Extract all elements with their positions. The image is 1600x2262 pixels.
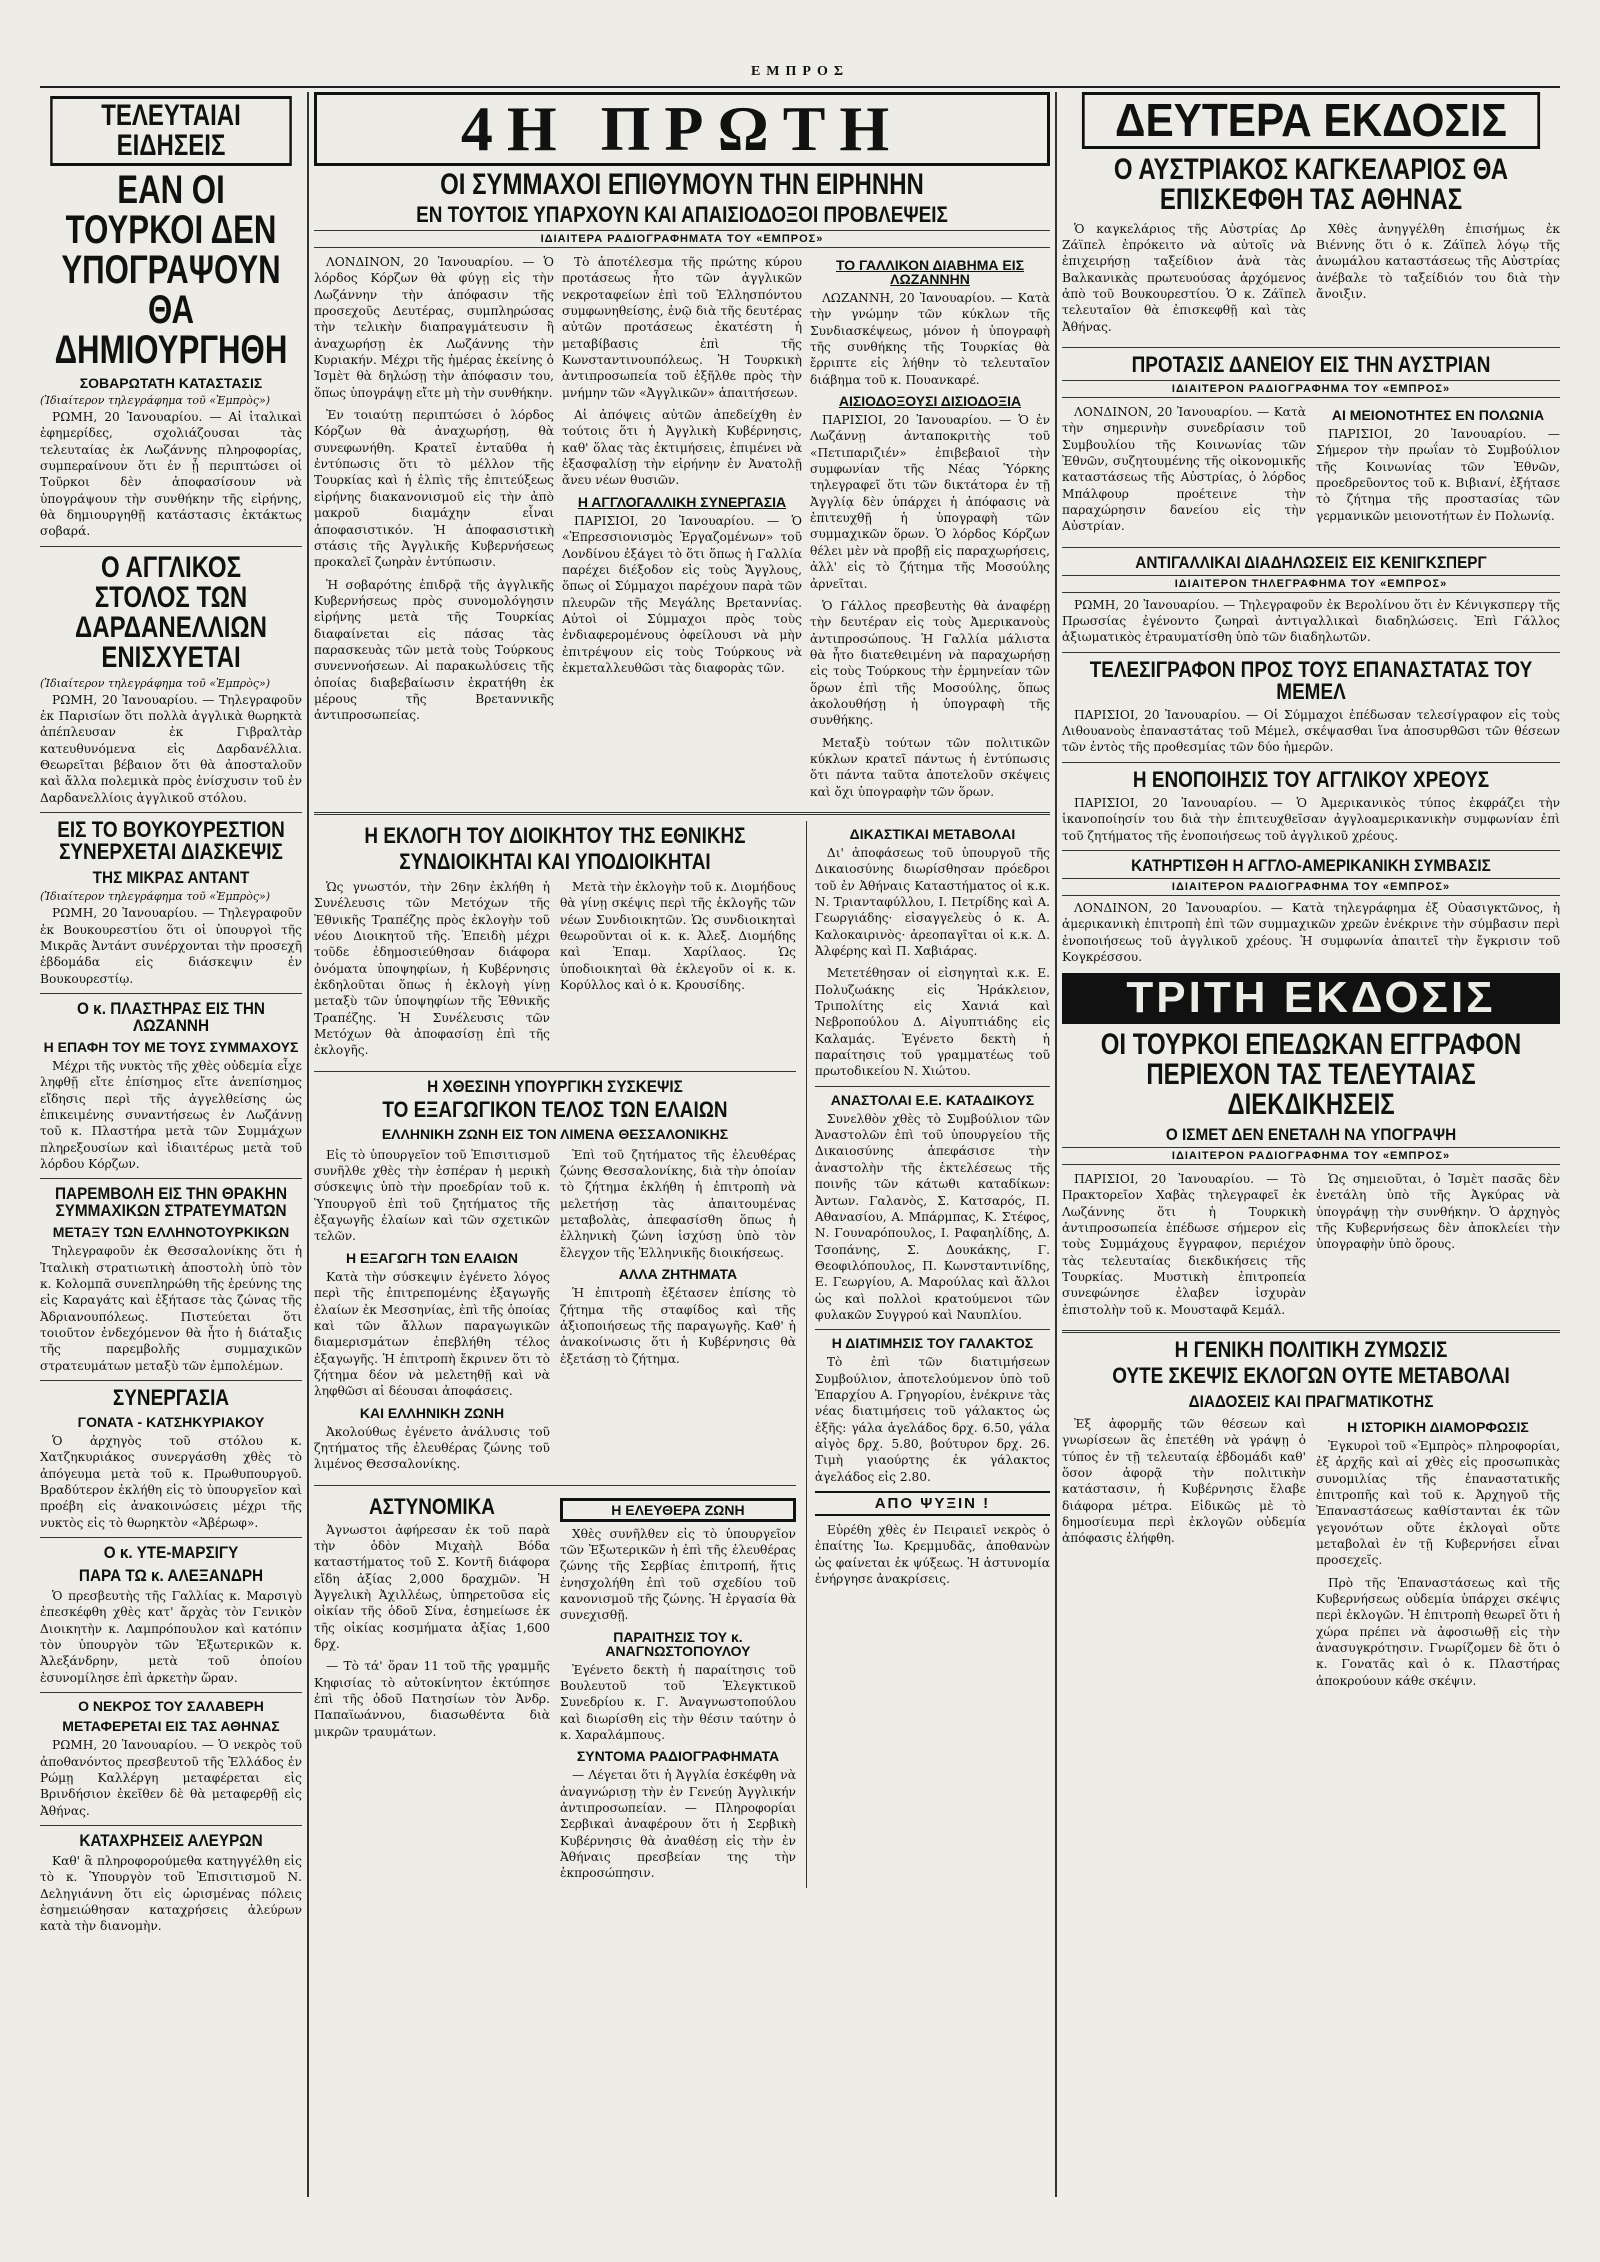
text-column — [1062, 219, 1306, 341]
lead-article-columns — [314, 252, 1050, 806]
article-headline: ΚΑΤΗΡΤΙΣΘΗ Η ΑΓΓΛΟ-ΑΜΕΡΙΚΑΝΙΚΗ ΣΥΜΒΑΣΙΣ — [1131, 855, 1491, 875]
article-headline: ΑΝΑΣΤΟΛΑΙ Ε.Ε. ΚΑΤΑΔΙΚΟΥΣ — [830, 1091, 1035, 1108]
article-headline: Η ΧΘΕΣΙΝΗ ΥΠΟΥΡΓΙΚΗ ΣΥΣΚΕΨΙΣ — [427, 1076, 683, 1096]
text-column — [314, 877, 550, 1065]
article-text: Ἐξ ἀφορμῆς τῶν θέσεων καὶ γνωρίσεων ἃς ἐπετέθη νὰ γράψῃ ὁ τύπος ἐν τῇ τελευταίᾳ ἑβδομάδι καθ' ὅσον ἀφορᾷ τὴν πολιτικὴν κατάστασιν, ἡ Κυβέρνησις ἔλαβε διάφορα μέτρα. Εἰδικῶς μὲ τὸ δημοσίευμα περὶ ἐκλογῶν οὐδεμία ἀπόφασις ἐλήφθη. — [1062, 1416, 1306, 1546]
text-column — [314, 1145, 550, 1479]
column-right — [1062, 92, 1560, 2197]
divider — [815, 1086, 1050, 1087]
lower-center-left — [314, 821, 796, 1888]
article-text: Τηλεγραφοῦν ἐκ Θεσσαλονίκης ὅτι ἡ Ἰταλικὴ στρατιωτικὴ ἀποστολὴ ὑπὸ τὸν κ. Κολομπᾶ συνεπληρώθη τῆς ἐρεύνης της εἰς Καραγάτς καὶ ἐξήτασε τὰς ζώνας τῆς Ἀδριανουπόλεως. Πιστεύεται ὅτι τοιοῦτον ἐνδεχόμενον θὰ ἦτο ἡ διάταξις τῆς παρεμβολῆς συμμαχικῶν στρατευμάτων μεταξὺ τῶν ἐμπολέμων. — [40, 1244, 302, 1373]
article-headline: Ο ΑΥΣΤΡΙΑΚΟΣ ΚΑΓΚΕΛΑΡΙΟΣ ΘΑ ΕΠΙΣΚΕΦΘΗ ΤΑΣ ΑΘΗΝΑΣ — [1113, 152, 1509, 216]
article-subheadline: Ο ΙΣΜΕΤ ΔΕΝ ΕΝΕΤΑΛΗ ΝΑ ΥΠΟΓΡΑΨΗ — [1165, 1124, 1457, 1144]
divider — [1062, 547, 1560, 548]
article-text: ΡΩΜΗ, 20 Ἰανουαρίου. — Αἱ ἰταλικαὶ ἐφημερίδες, σχολιάζουσαι τὰς τελευταίας ἐκ Λωζάννης πληροφορίας, συμπεραίνουν ὅτι ἐν ᾗ περιπτώσει οἱ Τοῦρκοι δὲν ἀποφασίσουν νὰ ὑπογράψουν τὴν συνθήκην τῆς εἰρήνης, θὰ δημιουργηθῇ κατάστασις ἐκτάκτως σοβαρά. — [40, 410, 302, 539]
article-text: ΛΩΖΑΝΝΗ, 20 Ἰανουαρίου. — Κατὰ τὴν γνώμην τῶν κύκλων τῆς Συνδιασκέψεως, μόνον ἡ ὑπογραφὴ τῆς συνθήκης τῆς Τουρκίας θὰ ἔρριπτε εἰς λήθην τὸ τελευταῖον διάβημα τοῦ κ. Πουανκαρέ. — [810, 291, 1050, 387]
article-text: ΡΩΜΗ, 20 Ἰανουαρίου. — Τηλεγραφοῦν ἐκ Παρισίων ὅτι πολλὰ ἀγγλικὰ θωρηκτὰ ἀπέπλευσαν ἐκ Γιβραλτὰρ κατευθυνόμενα εἰς Δαρδανέλλια. Θεωρεῖται βέβαιον ὅτι θὰ ἀποσταλοῦν καὶ ἄλλα πολεμικὰ πρὸς ἐνίσχυσιν τοῦ ἐν Δαρδανελλίοις ἀγγλικοῦ στόλου. — [40, 692, 302, 805]
text-column — [1316, 402, 1560, 541]
text-column — [314, 1492, 550, 1888]
divider — [314, 1485, 796, 1486]
article-headline: ΕΙΣ ΤΟ ΒΟΥΚΟΥΡΕΣΤΙΟΝ ΣΥΝΕΡΧΕΤΑΙ ΔΙΑΣΚΕΨΙΣ — [57, 817, 285, 865]
article-text: ΠΑΡΙΣΙΟΙ, 20 Ἰανουαρίου. — Ὁ ἐν Λωζάννῃ ἀνταποκριτὴς τοῦ «Πετιπαριζιέν» ἐπιβεβαιοῖ τὴν συμφωνίαν τῆς Νέας Ὑόρκης τηλεγραφεῖ ὅτι τῶν δικτάτορα ἐν τῇ Ἀγγλίᾳ δὲν ὑπάρχει ἡ ἀπόφασις νὰ ἐπιτευχθῇ ἡ ὑπογραφὴ τῶν συμμαχικῶν ὅρων. Ὁ λόρδος Κόρζων θέλει μὲν νὰ προβῇ εἰς παραχωρήσεις, ἀλλ' εἰς τὸ ζήτημα τῆς Μοσούλης ἀρνεῖται. — [810, 413, 1050, 591]
article-text: Μέχρι τῆς νυκτὸς τῆς χθὲς οὐδεμία εἶχε ληφθῇ εἴτε ἐπίσημος εἴτε ἀνεπίσημος εἴδησις περὶ τῆς ἀγγελθείσης ὡς ἐπικειμένης συναντήσεως ἐν Λωζάννῃ τοῦ κ. Πλαστήρα μετὰ τῶν Συμμάχων πληρεξουσίων καὶ ἰδιαιτέρως μετὰ τοῦ λόρδου Κόρζων. — [40, 1058, 302, 1171]
divider — [40, 1825, 302, 1826]
section-heading: Η ΑΓΓΛΟΓΑΛΛΙΚΗ ΣΥΝΕΡΓΑΣΙΑ — [577, 493, 787, 510]
article-text: ΛΟΝΔΙΝΟΝ, 20 Ἰανουαρίου. — Κατὰ τηλεγράφημα ἐξ Οὐασιγκτῶνος, ἡ ἀμερικανικὴ ἐπιτροπὴ ἐπὶ τῶν συμμαχικῶν χρεῶν ἐνέκρινε τὴν σύμβασιν περὶ ἐνοποιήσεως τοῦ ἀγγλικοῦ χρέους. Ἡ συμφωνία ἀπαιτεῖ τὴν ἔγκρισιν τοῦ Κογκρέσσου. — [1062, 900, 1560, 964]
article-text: ΠΑΡΙΣΙΟΙ, 20 Ἰανουαρίου. — Σήμερον τὴν πρωΐαν τὸ Συμβούλιον τῆς Κοινωνίας τῶν Ἐθνῶν, προεδρεῦοντος τοῦ κ. Βιβιανί, ἐξήτασε τὸ ζήτημα τῆς προστασίας τῶν γερμανικῶν μειονοτήτων ἐν Πολωνίᾳ. — [1316, 427, 1560, 523]
masthead-rule — [40, 86, 1560, 88]
section-heading: Η ΕΞΑΓΩΓΗ ΤΩΝ ΕΛΑΙΩΝ — [345, 1249, 518, 1266]
lead-headline: ΟΙ ΣΥΜΜΑΧΟΙ ΕΠΙΘΥΜΟΥΝ ΤΗΝ ΕΙΡΗΝΗΝ — [440, 168, 924, 201]
edition-banner: 4Η ΠΡΩΤΗ — [314, 92, 1050, 166]
divider — [314, 812, 1050, 815]
article-text: Ὁ καγκελάριος τῆς Αὐστρίας Δρ Ζάϊπελ ἐπρόκειτο νὰ αὐτοῖς νὰ ἐπιχειρήσῃ ταξείδιον ἀνὰ τὰς Βαλκανικὰς πρωτευούσας ἀρχόμενος ἀπὸ τοῦ Βουκουρεστίου. Ὁ κ. Ζάϊπελ τελευταῖον θὰ ἐπισκεφθῇ καὶ τὰς Ἀθήνας. — [1062, 221, 1306, 334]
article-text: ΡΩΜΗ, 20 Ἰανουαρίου. — Τηλεγραφοῦν ἐκ Βουκουρεστίου ὅτι οἱ ὑπουργοὶ τῆς Μικρᾶς Ἀντάντ συνέρχονται τὴν προσεχῆ ἑβδομάδα εἰς διάσκεψιν ἐν Βουκουρεστίῳ. — [40, 906, 302, 986]
article-subheadline: ΜΕΤΑΦΕΡΕΤΑΙ ΕΙΣ ΤΑΣ ΑΘΗΝΑΣ — [62, 1718, 280, 1735]
article-text: Μεταξὺ τούτων τῶν πολιτικῶν κύκλων κρατεῖ πάντως ἡ ἐντύπωσις ὅτι πάντα ταῦτα ἀποτελοῦν σκέψεις καὶ ὄχι ὑπογραφὴν τῶν ὅρων. — [810, 735, 1050, 799]
article-text: Δι' ἀποφάσεως τοῦ ὑπουργοῦ τῆς Δικαιοσύνης διωρίσθησαν πρόεδροι τοῦ ἐν Ἀθήναις Καταστήματος οἱ κ.κ. Ν. Τριανταφύλλου, Ι. Πετρίδης καὶ Α. Γεωργιάδης· εἰσαγγελεὺς ὁ κ. Α. Καλοκαιρινὸς· ἀρεοπαγῖται οἱ κ.κ. Δ. Ἀλφέρης καὶ Π. Χαβιάρας. — [814, 845, 1050, 959]
article-byline: ΙΔΙΑΙΤΕΡΟΝ ΡΑΔΙΟΓΡΑΦΗΜΑ ΤΟΥ «ΕΜΠΡΟΣ» — [1062, 380, 1560, 398]
lead-byline: ΙΔΙΑΙΤΕΡΑ ΡΑΔΙΟΓΡΑΦΗΜΑΤΑ ΤΟΥ «ΕΜΠΡΟΣ» — [314, 230, 1050, 248]
article-byline: ΙΔΙΑΙΤΕΡΟΝ ΤΗΛΕΓΡΑΦΗΜΑ ΤΟΥ «ΕΜΠΡΟΣ» — [1062, 575, 1560, 593]
article-headline: Η ΕΛΕΥΘΕΡΑ ΖΩΝΗ — [560, 1498, 796, 1522]
article-text: ΛΟΝΔΙΝΟΝ, 20 Ἰανουαρίου. — Κατὰ τὴν σημερινὴν συνεδρίασιν τοῦ Συμβουλίου τῆς Κοινωνίας τῶν Ἐθνῶν, συζητουμένης τῆς οἰκονομικῆς καταστάσεως τῆς Αὐστρίας, ὁ λόρδος Μπάλφουρ προέτεινε τὴν παραχώρησιν δανείου εἰς τὴν Αὐστρίαν. — [1062, 405, 1306, 534]
article-headline: ΑΠΟ ΨΥΞΙΝ ! — [815, 1491, 1050, 1516]
article-headline: Η ΕΝΟΠΟΙΗΣΙΣ ΤΟΥ ΑΓΓΛΙΚΟΥ ΧΡΕΟΥΣ — [1132, 766, 1490, 792]
text-column — [560, 1492, 796, 1888]
article-text: Ἀκολούθως ἐγένετο ἀνάλυσις τοῦ ζητήματος τῆς ἐλευθέρας ζώνης τοῦ λιμένος Θεσσαλονίκης. — [314, 1424, 550, 1472]
article-headline: Ο κ. ΠΛΑΣΤΗΡΑΣ ΕΙΣ ΤΗΝ ΛΩΖΑΝΝΗ — [77, 998, 265, 1035]
article-headline: ΠΑΡΑΙΤΗΣΙΣ ΤΟΥ κ. ΑΝΑΓΝΩΣΤΟΠΟΥΛΟΥ — [605, 1628, 751, 1659]
text-column — [1062, 402, 1306, 541]
third-edition-banner: ΤΡΙΤΗ ΕΚΔΟΣΙΣ — [1062, 973, 1560, 1024]
divider — [1062, 652, 1560, 653]
article-subheadline: ΓΟΝΑΤΑ - ΚΑΤΣΗΚΥΡΙΑΚΟΥ — [77, 1414, 265, 1431]
column-left — [40, 92, 302, 2197]
section-heading: ΑΛΛΑ ΖΗΤΗΜΑΤΑ — [618, 1266, 738, 1283]
divider — [40, 993, 302, 994]
divider — [40, 1178, 302, 1179]
lead-column-3 — [810, 252, 1050, 806]
section-heading: ΤΟ ΓΑΛΛΙΚΟΝ ΔΙΑΒΗΜΑ ΕΙΣ ΛΩΖΑΝΝΗΝ — [835, 257, 1025, 287]
text-column — [1316, 1169, 1560, 1324]
article-subheadline: ΠΑΡΑ ΤΩ κ. ΑΛΕΞΑΝΔΡΗ — [78, 1566, 264, 1586]
article-headline: ΔΙΚΑΣΤΙΚΑΙ ΜΕΤΑΒΟΛΑΙ — [849, 825, 1016, 842]
article-headline: ΑΣΤΥΝΟΜΙΚΑ — [369, 1493, 495, 1519]
text-column — [560, 877, 796, 1065]
text-column — [1062, 1414, 1306, 1695]
article-headline: ΚΑΤΑΧΡΗΣΕΙΣ ΑΛΕΥΡΩΝ — [79, 1830, 263, 1850]
article-text: ΡΩΜΗ, 20 Ἰανουαρίου. — Τηλεγραφοῦν ἐκ Βερολίνου ὅτι ἐν Κένιγκσπεργ τῆς Πρωσσίας ἐγένοντο ζωηραὶ ἀντιγαλλικαὶ διαδηλώσεις. Ἐπὶ Γάλλος ἀξιωματικὸς ἐτραυματίσθη ὑπὸ τῶν διαδηλωτῶν. — [1062, 597, 1560, 645]
article-text: Εὑρέθη χθὲς ἐν Πειραιεῖ νεκρὸς ὁ ἐπαίτης Ἰω. Κρεμμυδᾶς, ἀποθανὼν ὡς φαίνεται ἐκ ψύξεως. Ἡ ἀστυνομία ἐνήργησε ἀνακρίσεις. — [814, 1523, 1050, 1587]
column-rule — [307, 92, 309, 2197]
article-headline: Η ΔΙΑΤΙΜΗΣΙΣ ΤΟΥ ΓΑΛΑΚΤΟΣ — [831, 1335, 1034, 1352]
article-text: Ἀγνωστοι ἀφήρεσαν ἐκ τοῦ παρὰ τὴν ὁδὸν Μιχαὴλ Βόδα καταστήματος τοῦ Σ. Κοντῆ διάφορα εἴδη ἀξίας 2,000 δραχμῶν. Ἡ Ἀγγελικὴ Ἀχιλλέως, ὑπηρετοῦσα εἰς οἰκίαν τῆς ὁδοῦ Σίνα, ἐσημείωσε ἐκ τῆς οἰκίας κοσμήματα ἀξίας 1,600 δρχ. — [314, 1522, 550, 1651]
article-text: Χθὲς συνῆλθεν εἰς τὸ ὑπουργεῖον τῶν Ἐξωτερικῶν ἡ ἐπὶ τῆς ἐλευθέρας ζώνης τῆς Σερβίας ἐπιτροπή, ἥτις ἐνησχολήθη ἐπὶ τοῦ σχεδίου τοῦ κανονισμοῦ τῆς ζώνης. Ἡ ἐργασία θὰ συνεχισθῇ. — [559, 1526, 796, 1623]
article-headline: ΣΥΝΕΡΓΑΣΙΑ — [112, 1385, 230, 1411]
divider — [40, 1380, 302, 1381]
article-columns — [1062, 1169, 1560, 1324]
article-text: ΠΑΡΙΣΙΟΙ, 20 Ἰανουαρίου. — Οἱ Σύμμαχοι ἐπέδωσαν τελεσίγραφον εἰς τοὺς Λιθουανοὺς ἐπαναστάτας τοῦ Μέμελ, σκέψασθαι ἵνα ἀποσυρθῶσι τῶν θέσεων τῶν ἐντὸς τῆς προθεσμίας τῶν δύο ἡμερῶν. — [1062, 707, 1560, 755]
divider — [815, 1329, 1050, 1330]
section-heading: ΚΑΙ ΕΛΛΗΝΙΚΗ ΖΩΝΗ — [359, 1404, 505, 1421]
article-columns — [314, 877, 796, 1065]
text-column — [1062, 1169, 1306, 1324]
lead-subheadline: ΕΝ ΤΟΥΤΟΙΣ ΥΠΑΡΧΟΥΝ ΚΑΙ ΑΠΑΙΣΙΟΔΟΞΟΙ ΠΡΟΒΛΕΨΕΙΣ — [416, 202, 948, 227]
divider — [314, 1071, 796, 1072]
article-text: — Τὸ τά' ὅραν 11 τοῦ τῆς γραμμῆς Κηφισίας τὸ αὐτοκίνητον ἐκτύπησε ἐπὶ τῆς ὁδοῦ Πατησίων τὸν Ἀνδρ. Παπαϊωάννου, διασωθέντα διὰ μικρῶν τραυμάτων. — [314, 1659, 550, 1739]
article-text: Ὁ πρεσβευτὴς τῆς Γαλλίας κ. Μαρσιγὺ ἐπεσκέφθη χθὲς κατ' ἄρχὰς τὸν Γενικὸν Διοικητὴν κ. Λαμπρόπουλον καὶ κατόπιν τὸν ὑπουργὸν τῶν Ἐξωτερικῶν κ. Ἀλεξάνδρην, μετὰ τοῦ ὁποίου ἐσυνομίλησε ἐπὶ ἀρκετὴν ὥραν. — [40, 1589, 302, 1685]
article-headline: ΤΕΛΕΣΙΓΡΑΦΟΝ ΠΡΟΣ ΤΟΥΣ ΕΠΑΝΑΣΤΑΤΑΣ ΤΟΥ ΜΕΜΕΛ — [1089, 656, 1533, 704]
article-text: Αἱ ἀπόψεις αὐτῶν ἀπεδείχθη ἐν τούτοις ὅτι ἡ Ἀγγλικὴ Κυβέρνησις, καθ' ὅλας τὰς ἐκτιμήσεις, ἐπιμένει νὰ ἐξασφαλίσῃ τὴν εἰρήνην ἐν Ἀνατολῇ ἄνευ νέων θυσιῶν. — [562, 408, 802, 488]
article-subheadline: ΣΥΝΔΙΟΙΚΗΤΑΙ ΚΑΙ ΥΠΟΔΙΟΙΚΗΤΑΙ — [399, 848, 711, 874]
article-text: Καθ' ἃ πληροφορούμεθα κατηγγέλθη εἰς τὸ κ. Ὑπουργὸν τοῦ Ἐπισιτισμοῦ Ν. Δεληγιάννη ὅτι εἰς ὡρισμένας πόλεις ἐσημειώθησαν καταχρήσεις ἀλεύρων κατὰ τὴν διανομὴν. — [40, 1853, 302, 1934]
lower-center-right — [806, 821, 1050, 1888]
divider — [1062, 1330, 1560, 1333]
article-text: Συνελθὸν χθὲς τὸ Συμβούλιον τῶν Ἀναστολῶν ἐπὶ τοῦ ὑπουργείου τῆς Δικαιοσύνης ἀπεφάσισε τὴν ἀναστολὴν τῆς ἐκτελέσεως τῆς ποινῆς τῶν κάτωθι καταδίκων: Ἀντων. Γαλανὸς, Σ. Κατσαρός, Π. Αθανασίου, Α. Μπάρμπας, Κ. Στέφος, Ν. Γουναρόπουλος, Ι. Ραφαηλίδης, Δ. Τσοπάνης, Σ. Δουκάκης, Γ. Θεοφιλόπουλος, Π. Κωνσταντινίδης, Ε. Γεωργίου, Α. Μαρούλας καὶ ἄλλοι ὡς καὶ πολλοὶ κρατούμενοι τῶν φυλακῶν Συγγρού καὶ Ναυπλίου. — [814, 1111, 1050, 1322]
lower-center — [314, 821, 1050, 1888]
article-headline: ΕΑΝ ΟΙ ΤΟΥΡΚΟΙ ΔΕΝ ΥΠΟΓΡΑΨΟΥΝ ΘΑ ΔΗΜΙΟΥΡΓΗΘΗ — [54, 168, 288, 372]
article-text: Τὸ ἐπὶ τῶν διατιμήσεων Συμβούλιον, ἀποτελούμενον ὑπὸ τοῦ Ἐπαρχίου Α. Γρηγορίου, ἐνέκρινε τὰς νέας διατιμήσεις τοῦ γάλακτος ὡς ἑξῆς: γάλα ἀγελάδος δρχ. 6.50, γάλα αἰγὸς δρχ. 5.80, βούτυρον δρχ. 26. Τιμὴ γιαούρτης ἐκ γάλακτος ἀγελάδος εἰς 2.80. — [814, 1355, 1050, 1484]
column-center — [314, 92, 1050, 2197]
article-headline: Η ΓΕΝΙΚΗ ΠΟΛΙΤΙΚΗ ΖΥΜΩΣΙΣ — [1174, 1336, 1448, 1362]
divider — [40, 546, 302, 547]
article-text: Ἐγκυροὶ τοῦ «Ἐμπρὸς» πληροφορίαι, ἐξ ἀρχῆς καὶ αἱ χθὲς εἰς προσωπικὰς συνομιλίας τῆς ἐπαναστατικῆς ἐπιτροπῆς καὶ τοῦ κ. Ἀρχηγοῦ τῆς Ἐπαναστάσεως καθίστανται ἐκ τῶν γεγονότων οὔτε ἐκλογαὶ οὔτε μεταβολαὶ ἐν τῇ Κυβερνήσει εἶναι προσεχεῖς. — [1316, 1438, 1560, 1568]
text-column — [1316, 1414, 1560, 1695]
text-column — [1316, 219, 1560, 341]
divider — [1062, 762, 1560, 763]
article-columns — [314, 1145, 796, 1479]
article-headline: ΠΑΡΕΜΒΟΛΗ ΕΙΣ ΤΗΝ ΘΡΑΚΗΝ ΣΥΜΜΑΧΙΚΩΝ ΣΤΡΑΤΕΥΜΑΤΩΝ — [54, 1184, 288, 1221]
article-text: ΠΑΡΙΣΙΟΙ, 20 Ἰανουαρίου. — Τὸ Πρακτορεῖον Χαβὰς τηλεγραφεῖ ἐκ Λωζάννης ὅτι ἡ Τουρκικὴ ἀντιπροσωπεία ἐπέδωσε σήμερον εἰς τοὺς Συμμάχους ἔγγραφον, περιέχον τὰς τελευταίας διεκδικήσεις τῆς Τουρκίας. Μυστικὴ ἐπιτροπεία συνεφώνησε ἐλαβεν ἰσχυρὰν ἐπιστολὴν τοῦ κ. Μουσταφᾶ Κεμάλ. — [1062, 1171, 1306, 1317]
divider — [1062, 347, 1560, 348]
article-text: Εἰς τὸ ὑπουργεῖον τοῦ Ἐπισιτισμοῦ συνῆλθε χθὲς τὴν ἑσπέραν ἡ μερικὴ σύσκεψις ὑπὸ τὴν προεδρίαν τοῦ κ. Ὑπουργοῦ ἐπὶ τοῦ ζητήματος τῆς ἐξαγωγῆς ἐλαίων καὶ τῶν σχετικῶν τελῶν. — [314, 1147, 550, 1244]
article-subheadline: Η ΕΠΑΦΗ ΤΟΥ ΜΕ ΤΟΥΣ ΣΥΜΜΑΧΟΥΣ — [43, 1038, 299, 1055]
article-subheadline: ΜΕΤΑΞΥ ΤΩΝ ΕΛΛΗΝΟΤΟΥΡΚΙΚΩΝ — [52, 1224, 290, 1241]
article-columns — [1062, 1414, 1560, 1695]
article-text: ΛΟΝΔΙΝΟΝ, 20 Ἰανουαρίου. — Ὁ λόρδος Κόρζων θὰ φύγῃ εἰς τὴν Λωζάννην τὴν ἀπόφασιν τῆς προσεχοῦς Δευτέρας, συμπληρώσας τὴν τελικὴν διαπραγμάτευσιν ἢ ἀναχωρήσῃ ἐκ Λωζάννης τὴν Κυριακήν. Μέχρι τῆς ἡμέρας ἐκείνης ὁ Ἰσμὲτ θὰ δηλώσῃ τὴν ἀπόφασιν του, ὅπως ὑπογράψῃ εἴτε μὴ τὴν συνθήκην. — [314, 255, 554, 400]
divider — [1062, 850, 1560, 851]
article-text: — Λέγεται ὅτι ἡ Ἀγγλία ἐσκέφθη νὰ ἀναγνώρισῃ τὴν ἐν Γενεύῃ Ἀγγλικήν ἀντιπροσωπείαν. — Πληροφορίαι Σερβικαὶ ἀναφέρουν ὅτι ἡ Σερβικὴ Κυβέρνησις θὰ ἀναθέσῃ εἰς τὴν ἐν Ἀθήναις πρεσβείαν της τὴν ἐκπροσώπησιν. — [559, 1768, 796, 1881]
article-source: (Ἰδιαίτερον τηλεγράφημα τοῦ «Ἐμπρὸς») — [40, 890, 271, 904]
article-text: Πρὸ τῆς Ἐπαναστάσεως καὶ τῆς Κυβερνήσεως οὐδεμία ὑπάρχει σκέψις περὶ ἐκλογῶν. Ἡ ἐπιτροπὴ θεωρεῖ ὅτι ἡ χώρα πρέπει νὰ ἀφοσιωθῇ εἰς τὴν ἀνασυγκρότησιν. Γνωρίζομεν δὲ ὅτι ὁ κ. Γονατᾶς καὶ ὁ κ. Πλαστήρας ἀποκρούουν κάθε σκέψιν. — [1316, 1575, 1560, 1688]
column-rule — [1055, 92, 1057, 2197]
article-subheadline: ΕΛΛΗΝΙΚΗ ΖΩΝΗ ΕΙΣ ΤΟΝ ΛΙΜΕΝΑ ΘΕΣΣΑΛΟΝΙΚΗΣ — [381, 1125, 729, 1142]
article-text: Ὡς γνωστόν, τὴν 26ην ἐκλήθη ἡ Συνέλευσις τῶν Μετόχων τῆς Ἐθνικῆς Τραπέζης πρὸς ἐκλογὴν τοῦ νέου Διοικητοῦ τῆς. Ἐπειδὴ μέχρι τοῦδε ἐδημοσιεύθησαν διάφορα ὀνόματα ὑποψηφίων, ἡ Κυβέρνησις ἐκδηλοῦται ὅπως ἡ ἐκλογὴ γίνῃ μεταξὺ τῶν ὑποψηφίων τῆς Ἐθνικῆς Τραπέζης. Ἡ Συνέλευσις τῶν Μετόχων θὰ ἀποφασίσῃ ἐπὶ τῆς ἐκλογῆς. — [314, 879, 550, 1058]
section-heading: Η ΙΣΤΟΡΙΚΗ ΔΙΑΜΟΡΦΩΣΙΣ — [1347, 1418, 1529, 1435]
divider — [40, 812, 302, 813]
lead-column-1 — [314, 252, 554, 806]
article-byline: ΙΔΙΑΙΤΕΡΟΝ ΡΑΔΙΟΓΡΑΦΗΜΑ ΤΟΥ «ΕΜΠΡΟΣ» — [1062, 1147, 1560, 1165]
article-text: Μετετέθησαν οἱ εἰσηγηταὶ κ.κ. Ε. Πολυζωάκης εἰς Ἡράκλειον, Τριπολίτης εἰς Χανιά καὶ Νεβροπούλου Δ. Αἰγυπτιάδης εἰς Καλαμάς. Ἐγένετο δεκτὴ ἡ παραίτησις τοῦ γραμματέως τοῦ πρωτοδικείου Ν. Χιώτου. — [814, 966, 1050, 1079]
lead-column-2 — [562, 252, 802, 806]
article-text: ΠΑΡΙΣΙΟΙ, 20 Ἰανουαρίου. — Ὁ «Ἐπρεσσιονισμὸς Ἐργαζομένων» τοῦ Λονδίνου ἐξάγει τὸ ὅτι ὅπως ἡ Γαλλία παρέχει διέξοδον εἰς τοὺς Ἄγγλους, ὅπως οἱ Σύμμαχοι παρέχουν παρὰ τῶν πλευρῶν τῆς Μεγάλης Βρεταννίας. Αὐτοὶ οἱ Σύμμαχοι πρὸς τοὺς ἐνδιαφερομένους ὀφείλουσι νὰ μὴν ἐπιτρέψουν εἰς τοὺς Τούρκους νὰ ἐκμεταλλευθῶσι τὰς διαφορὰς τῶν. — [562, 513, 802, 675]
article-subheadline: ΟΥΤΕ ΣΚΕΨΙΣ ΕΚΛΟΓΩΝ ΟΥΤΕ ΜΕΤΑΒΟΛΑΙ — [1112, 1362, 1510, 1388]
article-text: Ἐν τοιαύτῃ περιπτώσει ὁ λόρδος Κόρζων θὰ ἀναχωρήσῃ, θὰ συνεφωνήθη. Κρατεῖ ἐνταῦθα ἡ ἐντύπωσις ὅτι τὸ μέλλον τῆς Τουρκίας καὶ ἡ ἐλπὶς τῆς ἐπιτεύξεως εἰρήνης διακανονισμοῦ εἰς τὴν ἀπὸ μακροῦ διαμάχην εἶναι ἀποφασιστικόν. Ἡ ἀποφασιστικὴ στάσις τῆς Ἀγγλικῆς Κυβερνήσεως προκαλεῖ ζωηρὰν ἐντύπωσιν. — [314, 408, 554, 570]
article-text: Μετὰ τὴν ἐκλογὴν τοῦ κ. Διομήδους θὰ γίνῃ σκέψις περὶ τῆς ἐκλογῆς τῶν νέων Συνδιοικητῶν. Ὡς συνδιοικηταὶ θεωροῦνται οἱ κ. κ. Ἀλεξ. Διομήδης καὶ Ἐπαμ. Χαρίλαος. Ὡς ὑποδιοικηταὶ θὰ ἐκλεγοῦν οἱ κ. κ. Κορύλλος καὶ ὁ κ. Κρουσίδης. — [559, 879, 796, 993]
article-headline: Ο κ. ΥΤΕ-ΜΑΡΣΙΓΥ — [103, 1543, 239, 1563]
article-text: Ἐγένετο δεκτὴ ἡ παραίτησις τοῦ Βουλευτοῦ τοῦ Ἐλεγκτικοῦ Συνεδρίου κ. Γ. Ἀναγνωστοπούλου καὶ διωρίσθη εἰς τὴν θέσιν ταύτην ὁ κ. Χαραλάμπους. — [559, 1662, 796, 1743]
article-source: (Ἰδιαίτερον τηλεγράφημα τοῦ «Ἐμπρὸς») — [40, 394, 271, 407]
second-edition-banner: ΔΕΥΤΕΡΑ ΕΚΔΟΣΙΣ — [1082, 92, 1540, 149]
article-subheadline: ΣΟΒΑΡΩΤΑΤΗ ΚΑΤΑΣΤΑΣΙΣ — [79, 375, 263, 391]
article-text: ΡΩΜΗ, 20 Ἰανουαρίου. — Ὁ νεκρὸς τοῦ ἀποθανόντος πρεσβευτοῦ τῆς Ἑλλάδος ἐν Ρώμῃ Καλλέργη μεταφέρεται εἰς Βρινδήσιον ἐκεῖθεν δὲ θὰ μεταφερθῇ εἰς Ἀθήνας. — [40, 1738, 302, 1818]
latest-news-heading: ΤΕΛΕΥΤΑΙΑΙ ΕΙΔΗΣΕΙΣ — [50, 96, 292, 166]
text-column — [560, 1145, 796, 1479]
article-text: Ἡ σοβαρότης ἐπιδρᾷ τῆς ἀγγλικῆς Κυβερνήσεως πρὸς συνομολόγησιν εἰρήνης μετὰ τῆς Τουρκίας διαφαίνεται εἰς πάσας τὰς παρασκευὰς τῶν μετὰ τοὺς Τούρκους συνεννοήσεων. Αἱ παρακωλύσεις τῆς ὁποίας διαβεβαίωσιν ἐκρατήθη ἐκ μέρους τῆς Βρεταννικῆς ἀντιπροσωπείας. — [314, 577, 554, 723]
article-columns — [1062, 219, 1560, 341]
section-heading: ΑΙ ΜΕΙΟΝΟΤΗΤΕΣ ΕΝ ΠΟΛΩΝΙΑ — [1331, 407, 1545, 423]
article-headline: Η ΕΚΛΟΓΗ ΤΟΥ ΔΙΟΙΚΗΤΟΥ ΤΗΣ ΕΘΝΙΚΗΣ — [364, 822, 746, 848]
section-heading: ΑΙΣΙΟΔΟΞΟΥΣΙ ΔΙΣΙΟΔΟΞΙΑ — [838, 393, 1022, 410]
article-subheadline: ΤΗΣ ΜΙΚΡΑΣ ΑΝΤΑΝΤ — [92, 868, 250, 888]
masthead: ΕΜΠΡΟΣ — [750, 64, 850, 79]
article-text: Κατὰ τὴν σύσκεψιν ἐγένετο λόγος περὶ τῆς ἐπιτρεπομένης ἐξαγωγῆς ἐλαίων ἐκ Μεσσηνίας, ἐπὶ τῆς ὁποίας καὶ τῶν ἄλλων παραγωγικῶν διαμερισμάτων ἐπεβλήθη τέλος ἐξαγωγῆς. Ἡ ἐπιτροπὴ ἔκρινεν ὅτι τὸ ζήτημα δέον νὰ μελετηθῇ καὶ νὰ ληφθῶσι αἱ δέουσαι ἀποφάσεις. — [314, 1269, 550, 1399]
article-text: Ἐπὶ τοῦ ζητήματος τῆς ἐλευθέρας ζώνης Θεσσαλονίκης, διὰ τὴν ὁποίαν τὸ ζήτημα ἐκλήθη ἡ ἐπιτροπὴ νὰ μελετήσῃ τὰς ἀπαιτουμένας μεταβολὰς, ἀπεφασίσθη ὅπως ἡ ἐλληνικὴ ζώνη ἰσχύσῃ ὑπὸ τὸν ἔλεγχον τῆς Ἑλληνικῆς διοικήσεως. — [559, 1147, 796, 1260]
article-headline: ΣΥΝΤΟΜΑ ΡΑΔΙΟΓΡΑΦΗΜΑΤΑ — [576, 1748, 780, 1765]
article-text: Ὡς σημειοῦται, ὁ Ἰσμὲτ πασᾶς δὲν ἐνετάλη ὑπὸ τῆς Ἀγκύρας νὰ ὑπογράψῃ τὴν συνθήκην. Ὁ ἀρχηγὸς τῆς Κυβερνήσεως δὲν ἀποκλείει τὴν ὑπογραφὴν ὑπὸ ὅρους. — [1316, 1171, 1560, 1252]
article-source: (Ἰδιαίτερον τηλεγράφημα τοῦ «Ἐμπρὸς») — [40, 676, 271, 690]
divider — [40, 1692, 302, 1693]
article-columns — [1062, 402, 1560, 541]
article-text: Ὁ Γάλλος πρεσβευτὴς θὰ ἀναφέρῃ τὴν δευτέραν εἰς τοὺς Ἀμερικανοὺς ἀντιπροσώπους. Ἡ Γαλλία μάλιστα θὰ ἦτο διατεθειμένη νὰ παραχωρήσῃ εἰς τοὺς Τούρκους τὴν ἑρμηνείαν τῶν ὅρων ἐπὶ τῆς Μοσούλης, ὅπως ἀκολουθήσῃ ἡ ὑπογραφὴ τῆς συνθήκης. — [810, 598, 1050, 728]
article-headline: Ο ΝΕΚΡΟΣ ΤΟΥ ΣΑΛΑΒΕΡΗ — [78, 1698, 264, 1715]
divider — [40, 1537, 302, 1538]
article-columns — [314, 1492, 796, 1888]
article-byline: ΙΔΙΑΙΤΕΡΟΝ ΡΑΔΙΟΓΡΑΦΗΜΑ ΤΟΥ «ΕΜΠΡΟΣ» — [1062, 878, 1560, 896]
article-text: Ὁ ἀρχηγὸς τοῦ στόλου κ. Χατζηκυριάκος συνεργάσθη χθὲς τὸ ἀπόγευμα μετὰ τοῦ κ. Πρωθυπουργοῦ. Βραδύτερον ἐκλήθη εἰς τὸ ὑπουργεῖον καὶ προέβη εἰς ἀνακοινώσεις μέχρι τῆς νυκτὸς εἰς τὸ θωρηκτὸν «Ἀβέρωφ». — [40, 1434, 302, 1530]
article-text: Τὸ ἀποτέλεσμα τῆς πρώτης κύρου προτάσεως ἦτο τῶν ἀγγλικῶν νεκροταφείων ἐπὶ τοῦ Ἑλλησπόντου συμφωνηθείσης, ἐνῷ διὰ τῆς δευτέρας αὐτῶν προτάσεως ἐκατέστη ἡ μεταβίβασις ἐπὶ τῆς Κωνσταντινουπόλεως. Ἡ Τουρκικὴ ἀντιπροσωπεία τοῦ ἐξῆλθε πρὸς τὴν μνήμην τῶν «Ἀγγλικῶν» ἀπαιτήσεων. — [562, 255, 802, 400]
article-subheadline: ΤΟ ΕΞΑΓΩΓΙΚΟΝ ΤΕΛΟΣ ΤΩΝ ΕΛΑΙΩΝ — [382, 1096, 728, 1122]
article-text: Χθὲς ἀνηγγέλθη ἐπισήμως ἐκ Βιέννης ὅτι ὁ κ. Ζάϊπελ λόγῳ τῆς ἀνωμάλου καταστάσεως τῆς Αὐστρίας ἀνέβαλε τὸ ταξείδιόν του διὰ τὴν ἄνοιξιν. — [1316, 221, 1560, 301]
article-text: Ἡ ἐπιτροπὴ ἐξέτασεν ἐπίσης τὸ ζήτημα τῆς σταφίδος καὶ τῆς ἀξιοποιήσεως τῆς παραγωγῆς. Καθ' ἡ ἀνακοίνωσις ὅτι ἡ Κυβέρνησις θὰ ἐξετάσῃ τὸ ζήτημα. — [559, 1286, 796, 1366]
article-headline: Ο ΑΓΓΛΙΚΟΣ ΣΤΟΛΟΣ ΤΩΝ ΔΑΡΔΑΝΕΛΛΙΩΝ ΕΝΙΣΧΥΕΤΑΙ — [75, 550, 267, 674]
article-headline: ΠΡΟΤΑΣΙΣ ΔΑΝΕΙΟΥ ΕΙΣ ΤΗΝ ΑΥΣΤΡΙΑΝ — [1131, 352, 1491, 377]
article-headline: ΑΝΤΙΓΑΛΛΙΚΑΙ ΔΙΑΔΗΛΩΣΕΙΣ ΕΙΣ ΚΕΝΙΓΚΣΠΕΡΓ — [1135, 552, 1487, 572]
article-subheadline: ΔΙΑΔΟΣΕΙΣ ΚΑΙ ΠΡΑΓΜΑΤΙΚΟΤΗΣ — [1188, 1391, 1434, 1411]
article-headline: ΟΙ ΤΟΥΡΚΟΙ ΕΠΕΔΩΚΑΝ ΕΓΓΡΑΦΟΝ ΠΕΡΙΕΧΟΝ ΤΑΣ ΤΕΛΕΥΤΑΙΑΣ ΔΙΕΚΔΙΚΗΣΕΙΣ — [1100, 1027, 1522, 1121]
article-text: ΠΑΡΙΣΙΟΙ, 20 Ἰανουαρίου. — Ὁ Ἀμερικανικὸς τύπος ἐκφράζει τὴν ἱκανοποίησίν του διὰ τὴν ἐπιτευχθεῖσαν ἀγγλοαμερικανικὴν συμφωνίαν ἐπὶ τοῦ ζητήματος τῆς ἐνοποιήσεως τοῦ ἀγγλικοῦ χρέους. — [1062, 795, 1560, 843]
